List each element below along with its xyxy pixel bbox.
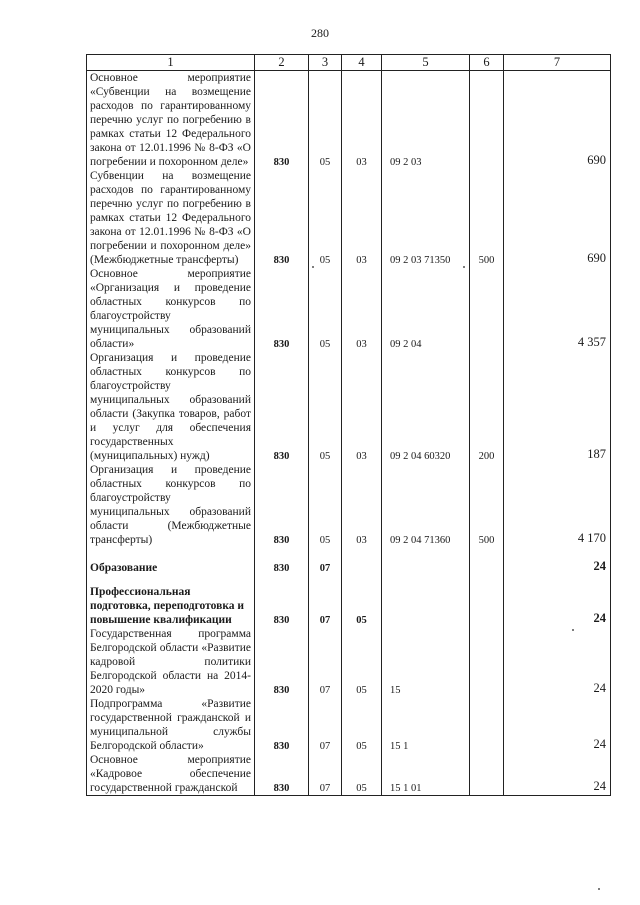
row-section: 05 <box>309 169 342 267</box>
row-target-article: 09 2 04 60320 <box>382 351 470 463</box>
row-expense-type <box>470 267 504 351</box>
table-row <box>87 753 611 796</box>
row-amount: 187 <box>504 351 611 463</box>
row-subsection: 03 <box>342 267 382 351</box>
page-number: 280 <box>311 26 329 40</box>
scan-speck <box>598 888 600 890</box>
scan-speck <box>463 266 465 268</box>
table-row <box>87 351 611 463</box>
row-subsection: 03 <box>342 463 382 547</box>
row-target-article: 09 2 03 71350 <box>382 169 470 267</box>
header-row <box>87 55 611 71</box>
header-col-1: 1 <box>87 55 255 71</box>
row-name: Организация и проведение областных конкурсов по благоустройству муниципальных образований области (Закупка товаров, работ и услуг для обеспечения государственных (муниципальных) нужд) <box>87 351 255 463</box>
row-amount: 24 <box>504 585 611 627</box>
row-section: 05 <box>309 267 342 351</box>
row-target-article <box>382 585 470 627</box>
row-target-article: 09 2 04 71360 <box>382 463 470 547</box>
row-subsection: 05 <box>342 627 382 697</box>
row-name: Основное мероприятие «Субвенции на возмещение расходов по гарантированному перечню услуг по погребению в рамках статьи 12 Федерального закона от 12.01.1996 № 8-ФЗ «О погребении и похоронном деле» <box>87 71 255 170</box>
row-code: 830 <box>255 697 309 753</box>
row-expense-type <box>470 697 504 753</box>
row-code: 830 <box>255 585 309 627</box>
row-subsection: 05 <box>342 753 382 796</box>
row-subsection: 05 <box>342 585 382 627</box>
row-section: 07 <box>309 585 342 627</box>
row-name: Профессиональная подготовка, переподготовка и повышение квалификации <box>87 585 255 627</box>
table-row <box>87 71 611 170</box>
row-expense-type <box>470 559 504 575</box>
row-name: Образование <box>87 559 255 575</box>
row-expense-type: 200 <box>470 351 504 463</box>
row-name: Подпрограмма «Развитие государственной гражданской и муниципальной службы Белгородской области» <box>87 697 255 753</box>
header-col-7: 7 <box>504 55 611 71</box>
header-col-4: 4 <box>342 55 382 71</box>
row-code: 830 <box>255 463 309 547</box>
row-code: 830 <box>255 71 309 170</box>
row-section: 07 <box>309 697 342 753</box>
row-code: 830 <box>255 351 309 463</box>
row-target-article: 09 2 03 <box>382 71 470 170</box>
row-subsection: 03 <box>342 71 382 170</box>
header-col-2: 2 <box>255 55 309 71</box>
row-code: 830 <box>255 559 309 575</box>
row-section: 07 <box>309 627 342 697</box>
row-subsection: 05 <box>342 697 382 753</box>
header-col-3: 3 <box>309 55 342 71</box>
row-amount: 24 <box>504 627 611 697</box>
row-code: 830 <box>255 627 309 697</box>
row-name: Организация и проведение областных конкурсов по благоустройству муниципальных образований области (Межбюджетные трансферты) <box>87 463 255 547</box>
row-amount: 24 <box>504 697 611 753</box>
row-code: 830 <box>255 169 309 267</box>
row-target-article: 09 2 04 <box>382 267 470 351</box>
scan-speck <box>572 629 574 631</box>
row-amount: 4 170 <box>504 463 611 547</box>
spacer-row <box>87 547 611 559</box>
header-col-6: 6 <box>470 55 504 71</box>
row-amount: 24 <box>504 559 611 575</box>
table-row <box>87 697 611 753</box>
row-section: 05 <box>309 351 342 463</box>
row-amount: 24 <box>504 753 611 796</box>
budget-table <box>86 54 611 796</box>
row-target-article: 15 1 <box>382 697 470 753</box>
table-row <box>87 559 611 575</box>
row-expense-type <box>470 71 504 170</box>
row-expense-type: 500 <box>470 169 504 267</box>
row-name: Государственная программа Белгородской области «Развитие кадровой политики Белгородской области на 2014-2020 годы» <box>87 627 255 697</box>
row-name: Основное мероприятие «Кадровое обеспечение государственной гражданской <box>87 753 255 796</box>
table-row <box>87 463 611 547</box>
row-target-article <box>382 559 470 575</box>
row-expense-type: 500 <box>470 463 504 547</box>
row-expense-type <box>470 627 504 697</box>
row-amount: 690 <box>504 169 611 267</box>
row-name: Субвенции на возмещение расходов по гарантированному перечню услуг по погребению в рамках статьи 12 Федерального закона от 12.01.1996 № 8-ФЗ «О погребении и похоронном деле» (Межбюджетные трансферты) <box>87 169 255 267</box>
row-target-article: 15 <box>382 627 470 697</box>
row-section: 07 <box>309 753 342 796</box>
row-subsection: 03 <box>342 169 382 267</box>
table-row <box>87 627 611 697</box>
row-amount: 690 <box>504 71 611 170</box>
row-expense-type <box>470 753 504 796</box>
table-row <box>87 169 611 267</box>
row-target-article: 15 1 01 <box>382 753 470 796</box>
row-section: 05 <box>309 463 342 547</box>
row-subsection: 03 <box>342 351 382 463</box>
header-col-5: 5 <box>382 55 470 71</box>
row-code: 830 <box>255 267 309 351</box>
row-name: Основное мероприятие «Организация и проведение областных конкурсов по благоустройству муниципальных образований области» <box>87 267 255 351</box>
row-code: 830 <box>255 753 309 796</box>
row-section: 05 <box>309 71 342 170</box>
table-row <box>87 267 611 351</box>
row-subsection <box>342 559 382 575</box>
spacer-row <box>87 575 611 585</box>
row-section: 07 <box>309 559 342 575</box>
scan-speck <box>312 266 314 268</box>
table-row <box>87 585 611 627</box>
row-expense-type <box>470 585 504 627</box>
row-amount: 4 357 <box>504 267 611 351</box>
